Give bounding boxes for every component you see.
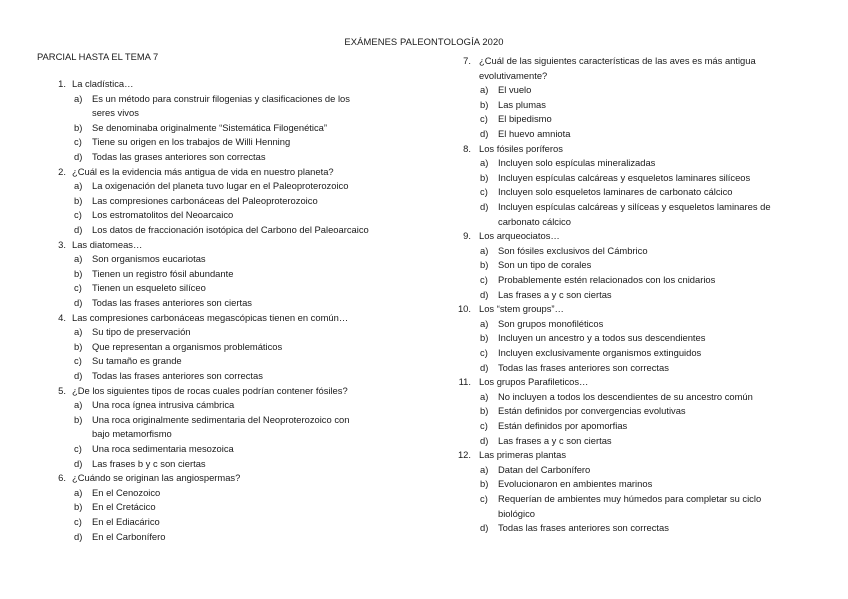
option-letter: a)	[480, 244, 489, 256]
question-number: 3.	[58, 238, 66, 250]
option-letter: c)	[480, 420, 488, 431]
option-text: Todas las frases anteriores son correctas	[498, 522, 669, 534]
section-subtitle: PARCIAL HASTA EL TEMA 7	[37, 51, 159, 62]
page-title: EXÁMENES PALEONTOLOGÍA 2020	[344, 36, 504, 47]
option-text: Incluyen espículas calcáreas y esqueletos laminares silíceos	[498, 171, 751, 183]
option-letter: b)	[74, 121, 83, 133]
question-number: 4.	[58, 311, 66, 323]
option-letter: d)	[480, 201, 489, 212]
option-letter: b)	[480, 171, 489, 183]
option-text-continued: seres vivos	[92, 107, 139, 119]
option-letter: c)	[74, 282, 82, 294]
option-letter: a)	[74, 486, 83, 498]
option-text: Son organismos eucariotas	[92, 253, 206, 265]
question-text: Las diatomeas…	[72, 238, 143, 250]
question-text: Los “stem groups”…	[479, 303, 564, 315]
option-text: Son grupos monofiléticos	[498, 317, 604, 329]
option-letter: c)	[74, 136, 82, 148]
question-number: 7.	[463, 55, 471, 66]
option-letter: a)	[480, 463, 489, 475]
option-text: Probablemente estén relacionados con los cnidarios	[498, 274, 716, 285]
question-text: Los fósiles poríferos	[479, 142, 563, 154]
option-letter: d)	[480, 361, 489, 373]
option-text: La oxigenación del planeta tuvo lugar en el Paleoproterozoico	[92, 180, 349, 192]
option-text: Su tamaño es grande	[92, 355, 182, 367]
option-letter: a)	[74, 399, 83, 411]
option-text: Están definidos por apomorfias	[498, 420, 628, 431]
option-text: El bipedismo	[498, 113, 552, 125]
option-text: Las compresiones carbonáceas del Paleoproterozoico	[92, 194, 318, 206]
option-text: Incluyen exclusivamente organismos extinguidos	[498, 347, 702, 358]
option-text: Están definidos por convergencias evolutivas	[498, 405, 686, 417]
option-text: Las frases a y c son ciertas	[498, 434, 612, 446]
option-text: Tiene su origen en los trabajos de Willi Henning	[92, 136, 291, 148]
option-letter: b)	[480, 478, 489, 490]
option-letter: d)	[480, 434, 489, 446]
option-text: Requerían de ambientes muy húmedos para completar su ciclo	[498, 493, 762, 504]
option-letter: a)	[480, 157, 489, 169]
option-text: Tienen un registro fósil abundante	[92, 267, 234, 279]
question-text: Los grupos Parafileticos…	[479, 376, 589, 388]
question-text: ¿Cuál de las siguientes características de las aves es más antigua	[479, 55, 756, 66]
option-letter: c)	[480, 347, 488, 358]
question-text-continued: evolutivamente?	[479, 69, 548, 81]
option-text: El huevo amniota	[498, 128, 571, 139]
option-letter: b)	[480, 332, 489, 344]
option-letter: a)	[74, 253, 83, 265]
option-text: Se denominaba originalmente “Sistemática Filogenética”	[92, 121, 328, 133]
option-letter: c)	[74, 443, 82, 454]
option-text: El vuelo	[498, 84, 532, 96]
question-number: 10.	[457, 303, 471, 315]
option-letter: c)	[74, 355, 82, 367]
option-text: En el Carbonífero	[92, 530, 166, 542]
option-text: Una roca sedimentaria mesozoica	[92, 443, 234, 454]
option-letter: d)	[74, 457, 83, 469]
option-text-continued: biológico	[498, 507, 536, 519]
option-letter: b)	[74, 501, 83, 513]
option-letter: d)	[74, 297, 83, 308]
option-letter: a)	[74, 180, 83, 192]
question-text: ¿Cuándo se originan las angiospermas?	[72, 472, 241, 484]
option-letter: a)	[480, 317, 489, 329]
option-letter: d)	[480, 288, 489, 300]
question-number: 9.	[463, 230, 471, 242]
option-letter: b)	[74, 194, 83, 206]
question-number: 5.	[58, 384, 66, 396]
option-letter: b)	[74, 413, 83, 425]
option-text: Son un tipo de corales	[498, 259, 592, 271]
option-text: En el Cenozoico	[92, 486, 161, 498]
option-text: Todas las frases anteriores son correctas	[498, 361, 669, 373]
question-text: Las primeras plantas	[479, 449, 567, 461]
option-text: Tienen un esqueleto silíceo	[92, 282, 206, 294]
option-text: Datan del Carbonífero	[498, 463, 591, 475]
option-letter: a)	[74, 326, 83, 338]
option-text-continued: bajo metamorfismo	[92, 428, 172, 440]
question-number: 2.	[58, 165, 66, 177]
option-text: Es un método para construir filogenias y clasificaciones de los	[92, 92, 350, 104]
option-letter: d)	[74, 224, 83, 235]
option-text: Las frases b y c son ciertas	[92, 457, 206, 469]
option-text: Evolucionaron en ambientes marinos	[498, 478, 653, 490]
option-text: Una roca originalmente sedimentaria del Neoproterozoico con	[92, 413, 350, 425]
option-letter: b)	[74, 340, 83, 352]
option-text: Todas las grases anteriores son correctas	[92, 151, 266, 162]
option-text: Las plumas	[498, 98, 546, 110]
option-letter: c)	[480, 493, 488, 504]
option-letter: d)	[74, 370, 83, 381]
question-number: 8.	[463, 142, 471, 154]
option-text: No incluyen a todos los descendientes de su ancestro común	[498, 390, 753, 402]
option-text: Incluyen solo espículas mineralizadas	[498, 157, 656, 169]
option-letter: b)	[74, 267, 83, 279]
option-letter: c)	[74, 516, 82, 527]
question-number: 11.	[458, 376, 471, 388]
option-letter: d)	[480, 128, 489, 139]
option-text: Que representan a organismos problemáticos	[92, 340, 283, 352]
option-letter: d)	[74, 151, 83, 162]
question-text: Las compresiones carbonáceas megascópicas tienen en común…	[72, 311, 349, 323]
option-letter: b)	[480, 98, 489, 110]
option-text: Los datos de fraccionación isotópica del Carbono del Paleoarcaico	[92, 224, 369, 235]
option-letter: c)	[480, 113, 488, 125]
option-letter: c)	[74, 209, 82, 221]
option-text: Son fósiles exclusivos del Cámbrico	[498, 244, 648, 256]
option-text: Incluyen un ancestro y a todos sus descendientes	[498, 332, 706, 344]
option-text: Las frases a y c son ciertas	[498, 288, 612, 300]
option-letter: d)	[480, 522, 489, 534]
option-text: Su tipo de preservación	[92, 326, 191, 338]
option-text-continued: carbonato cálcico	[498, 215, 571, 227]
option-text: Una roca ígnea intrusiva cámbrica	[92, 399, 235, 411]
option-letter: d)	[74, 530, 83, 542]
option-letter: a)	[74, 92, 83, 104]
question-number: 12.	[457, 449, 471, 461]
option-letter: b)	[480, 405, 489, 417]
question-text: La cladística…	[72, 78, 134, 89]
option-text: Incluyen solo esqueletos laminares de carbonato cálcico	[498, 186, 733, 198]
option-text: En el Ediacárico	[92, 516, 160, 527]
option-text: Todas las frases anteriores son ciertas	[92, 297, 252, 308]
question-text: ¿De los siguientes tipos de rocas cuales podrían contener fósiles?	[72, 384, 348, 396]
option-letter: a)	[480, 84, 489, 96]
option-letter: c)	[480, 186, 488, 198]
option-letter: c)	[480, 274, 488, 285]
option-text: En el Cretácico	[92, 501, 156, 513]
option-text: Incluyen espículas calcáreas y silíceas y esqueletos laminares de	[498, 201, 771, 212]
question-number: 1.	[58, 78, 66, 89]
option-letter: b)	[480, 259, 489, 271]
question-number: 6.	[58, 472, 66, 484]
option-letter: a)	[480, 390, 489, 402]
question-text: Los arqueociatos…	[479, 230, 560, 242]
option-text: Todas las frases anteriores son correctas	[92, 370, 263, 381]
option-text: Los estromatolitos del Neoarcaico	[92, 209, 234, 221]
question-text: ¿Cuál es la evidencia más antigua de vida en nuestro planeta?	[72, 165, 334, 177]
